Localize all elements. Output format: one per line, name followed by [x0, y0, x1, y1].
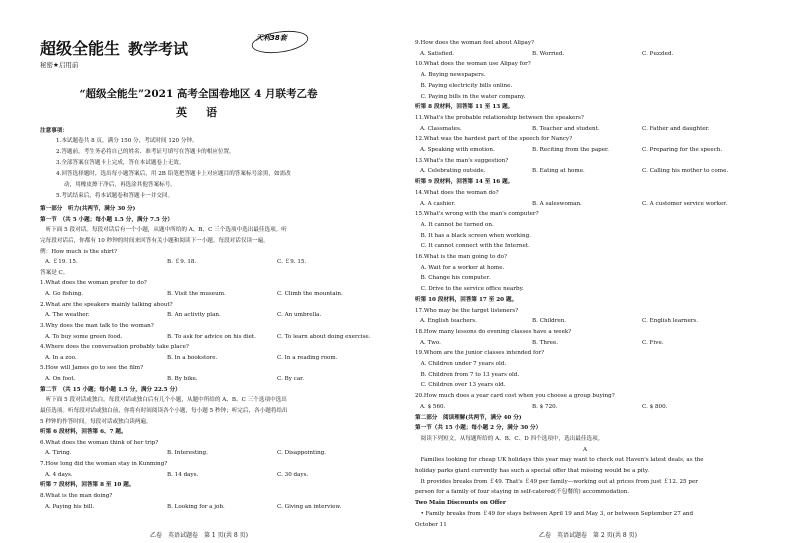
option-item: B. Three. [532, 339, 559, 346]
notes-item: 3.全部答案在答题卡上完成，答在本试题卷上无效。 [56, 160, 185, 166]
option-item: A. To buy some green food. [45, 333, 123, 340]
option-item: A. 4 days. [45, 471, 73, 478]
option-item: C. Preparing for the speech. [642, 147, 723, 153]
question-line: 4.Where does the conversation probably take place? [40, 344, 189, 351]
question-line: A. Buying newspapers. [415, 72, 486, 79]
option-item: C. Giving an interview. [277, 503, 342, 510]
question-line: 15.What's wrong with the man's computer? [415, 211, 539, 218]
section-heading: 听第 6 段材料，回答第 6、7 题。 [40, 429, 127, 436]
option-item: A. On foot. [45, 376, 76, 383]
option-item: C. $ 800. [642, 403, 668, 410]
option-item: C. An umbrella. [277, 312, 322, 319]
option-item: C. Calling his mother to come. [642, 168, 729, 175]
question-line: C. Paying bills in the water company. [415, 93, 526, 100]
question-line: 阅读下列短文，从每题所给的 A、B、C、D 四个选项中，选出最佳选项。 [415, 435, 604, 442]
question-line: It provides breaks from ￡49. That's ￡49 per family—working out at prices from just ￡12. 25 per [415, 478, 698, 485]
page-2 [397, 0, 794, 543]
option-item: C. A customer service worker. [642, 200, 728, 207]
question-line: 16.What is the man going to do? [415, 254, 508, 260]
option-item: A. Go fishing. [45, 291, 84, 298]
option-item: A. Celebrating outside. [420, 168, 486, 175]
option-item: A. Tiring. [45, 450, 72, 457]
option-item: C. Disappointing. [277, 450, 327, 457]
option-item: C. Father and daughter. [642, 125, 710, 132]
exam-title: “超级全能生”2021 高考全国卷地区 4 月联考乙卷 [79, 88, 318, 100]
question-line: person for a family of four staying in self-catered(不包餐的) accommodation. [415, 489, 630, 496]
section-heading: 第二部分 阅读理解(共两节，满分 40 分) [415, 414, 522, 421]
option-item: C. Puzzled. [642, 50, 674, 57]
question-line: 听下面 5 段对话。每段对话后有一个小题，从题中所给的 A、B、C 三个选项中选出最佳选项。听 [40, 227, 287, 234]
secret-mark: 秘密★启用前 [40, 61, 79, 69]
brand-header [40, 36, 188, 59]
footer-right: 乙卷 英语试题卷 第 2 页(共 8 页) [539, 532, 637, 539]
question-line: 3.Why does the man talk to the woman? [40, 322, 154, 329]
brand-sub: 教学考试 [128, 40, 189, 58]
option-item: A. In a zoo. [45, 354, 77, 361]
question-line: A. It cannot be turned on. [415, 221, 494, 228]
option-item: A. A cashier. [420, 200, 456, 207]
option-item: B. $ 720. [532, 403, 558, 410]
option-item: B. ￡9. 18. [167, 259, 197, 266]
question-line: 11.What's the probable relationship between the speakers? [415, 114, 584, 121]
question-line: 20.How much does a year card cost when you choose a group buying? [415, 393, 615, 400]
option-item: B. Interesting. [167, 450, 208, 457]
option-item: A. Classmates. [420, 125, 462, 132]
question-line: 完每段对话后，你都有 10 秒钟的时间来回答有关小题和阅读下一小题。每段对话仅读一遍。 [40, 237, 269, 244]
option-item: C. 30 days. [277, 471, 309, 478]
option-item: A. English teachers. [420, 318, 477, 325]
option-item: A. Two. [420, 339, 441, 346]
question-line: 5.How will James go to see the film? [40, 365, 144, 372]
option-item: B. Looking for a job. [167, 503, 225, 510]
exam-subject: 英 语 [176, 106, 221, 119]
option-item: C. English learners. [642, 318, 699, 325]
question-line: B. Paying electricity bills online. [415, 82, 513, 89]
tianli-logo [250, 28, 310, 54]
section-heading: 听第 10 段材料，回答第 17 至 20 题。 [415, 296, 518, 303]
question-line: 17.Who may be the target listeners? [415, 307, 519, 314]
notes-item: 4.回答选择题时，选出每小题答案后，用 2B 铅笔把答题卡上对应题目的答案标号涂黑，如需改 [56, 171, 291, 177]
section-heading: 第一节 （共 5 小题；每小题 1.5 分，满分 7.5 分） [40, 216, 173, 223]
section-heading: 第一部分 听力(共两节，满分 30 分) [40, 206, 136, 212]
question-line: • Family breaks from ￡49 for stays between April 19 and May 3, or between September 27 and [415, 510, 694, 517]
option-item: B. Reciting from the paper. [532, 147, 609, 153]
option-item: B. Visit the museum. [167, 291, 226, 298]
option-item: C. By car. [277, 376, 304, 383]
option-item: B. An activity plan. [167, 312, 221, 319]
question-line: B. It has a black screen when working. [415, 232, 531, 239]
question-line: 1.What does the woman prefer to do? [40, 280, 147, 287]
option-item: B. By bike. [167, 376, 198, 383]
question-line: 7.How long did the woman stay in Kunming? [40, 461, 168, 468]
question-line: C. Children over 13 years old. [415, 382, 506, 389]
question-line: 19.Whom are the junior classes intended for? [415, 350, 545, 357]
section-heading: 听第 9 段材料，回答第 14 至 16 题。 [415, 179, 514, 186]
question-line: 18.How many lessons do evening classes have a week? [415, 328, 572, 335]
question-line: holiday parks giant currently has such a special offer that missing would be a pity. [415, 468, 650, 474]
notes-item: 5.考试结束后，将本试题卷和答题卡一并交回。 [56, 193, 174, 199]
option-item: B. Worried. [532, 50, 565, 57]
option-item: B. Teacher and student. [532, 125, 600, 132]
question-line: 5 秒钟的作答时间。每段对话或独白读两遍。 [40, 418, 152, 425]
footer-left: 乙卷 英语试题卷 第 1 页(共 8 页) [150, 532, 248, 539]
question-line: C. Drive to the service office nearby. [415, 286, 524, 293]
option-item: C. Climb the mountain. [277, 291, 343, 298]
question-line: 13.What's the man's suggestion? [415, 157, 509, 164]
question-line: 8.What is the man doing? [40, 493, 113, 499]
question-line: 10.What does the woman use Alipay for? [415, 61, 531, 68]
question-line: 2.What are the speakers mainly talking about? [40, 301, 173, 308]
notes-item: 1.本试题卷共 8 页，满分 150 分，考试时间 120 分钟。 [56, 138, 198, 144]
section-heading: 听第 7 段材料，回答第 8 至 10 题。 [40, 482, 135, 489]
question-line: 14.What does the woman do? [415, 189, 499, 196]
question-line: 最佳选项。听每段对话或独白前，你将有时间阅读各个小题，每小题 5 秒钟；听完后，各小题将给出 [40, 407, 288, 414]
notes-item: 2.答题前，考生务必将自己的姓名、准考证号填写在答题卡的相应位置。 [56, 149, 235, 155]
notes-item: 动，用橡皮擦干净后，再选涂其他答案标号。 [64, 182, 176, 188]
option-item: B. Children. [532, 318, 567, 325]
option-item: A. ￡19. 15. [45, 259, 78, 266]
question-line: 答案是 C。 [40, 269, 69, 276]
option-item: B. Eating at home. [532, 168, 585, 175]
brand-main: 超级全能生 [40, 39, 121, 58]
notes-heading: 注意事项： [40, 128, 68, 134]
option-item: C. To learn about doing exercise. [277, 333, 371, 340]
option-item: B. To ask for advice on his diet. [167, 333, 256, 340]
option-item: C. In a reading room. [277, 354, 338, 361]
question-line: C. It cannot connect with the Internet. [415, 243, 530, 250]
question-line: A. Children under 7 years old. [415, 361, 507, 367]
passage-label: A [582, 446, 588, 453]
section-heading: 第一节（共 15 小题；每小题 2 分，满分 30 分） [415, 425, 542, 432]
option-item: C. ￡9. 15. [277, 259, 307, 266]
question-line: B. Children from 7 to 13 years old. [415, 371, 520, 378]
option-item: A. Speaking with emotion. [420, 147, 495, 153]
option-item: C. Five. [642, 339, 664, 346]
option-item: B. 14 days. [167, 471, 199, 478]
option-item: B. A saleswoman. [532, 200, 582, 207]
section-heading: 第二节 （共 15 小题；每小题 1.5 分，满分 22.5 分） [40, 386, 181, 393]
question-line: A. Wait for a worker at home. [415, 264, 505, 271]
question-line: Families looking for cheap UK holidays this year may want to check out Haven's latest deals, as the [415, 457, 704, 464]
question-line: 听下面 5 段对话或独白。每段对话或独白后有几个小题，从题中所给的 A、B、C 三个选项中选出 [40, 397, 287, 404]
question-line: 6.What does the woman think of her trip? [40, 439, 159, 446]
question-line: 12.What was the hardest part of the speech for Nancy? [415, 136, 573, 143]
question-line: 9.How does the woman feel about Alipay? [415, 40, 535, 46]
question-line: 例：How much is the shirt? [40, 248, 117, 255]
section-heading: Two Main Discounts on Offer [415, 500, 506, 507]
option-item: A. Satisfied. [420, 50, 455, 57]
section-heading: 听第 8 段材料，回答第 11 至 13 题。 [415, 104, 514, 111]
question-line: October 11 [415, 521, 447, 528]
question-line: B. Change his computer. [415, 275, 491, 282]
logo-text: 天利38套 [256, 34, 287, 42]
option-item: A. $ 560. [420, 403, 446, 410]
option-item: B. In a bookstore. [167, 354, 218, 361]
option-item: A. The weather. [45, 312, 90, 319]
option-item: A. Paying his bill. [45, 503, 95, 510]
